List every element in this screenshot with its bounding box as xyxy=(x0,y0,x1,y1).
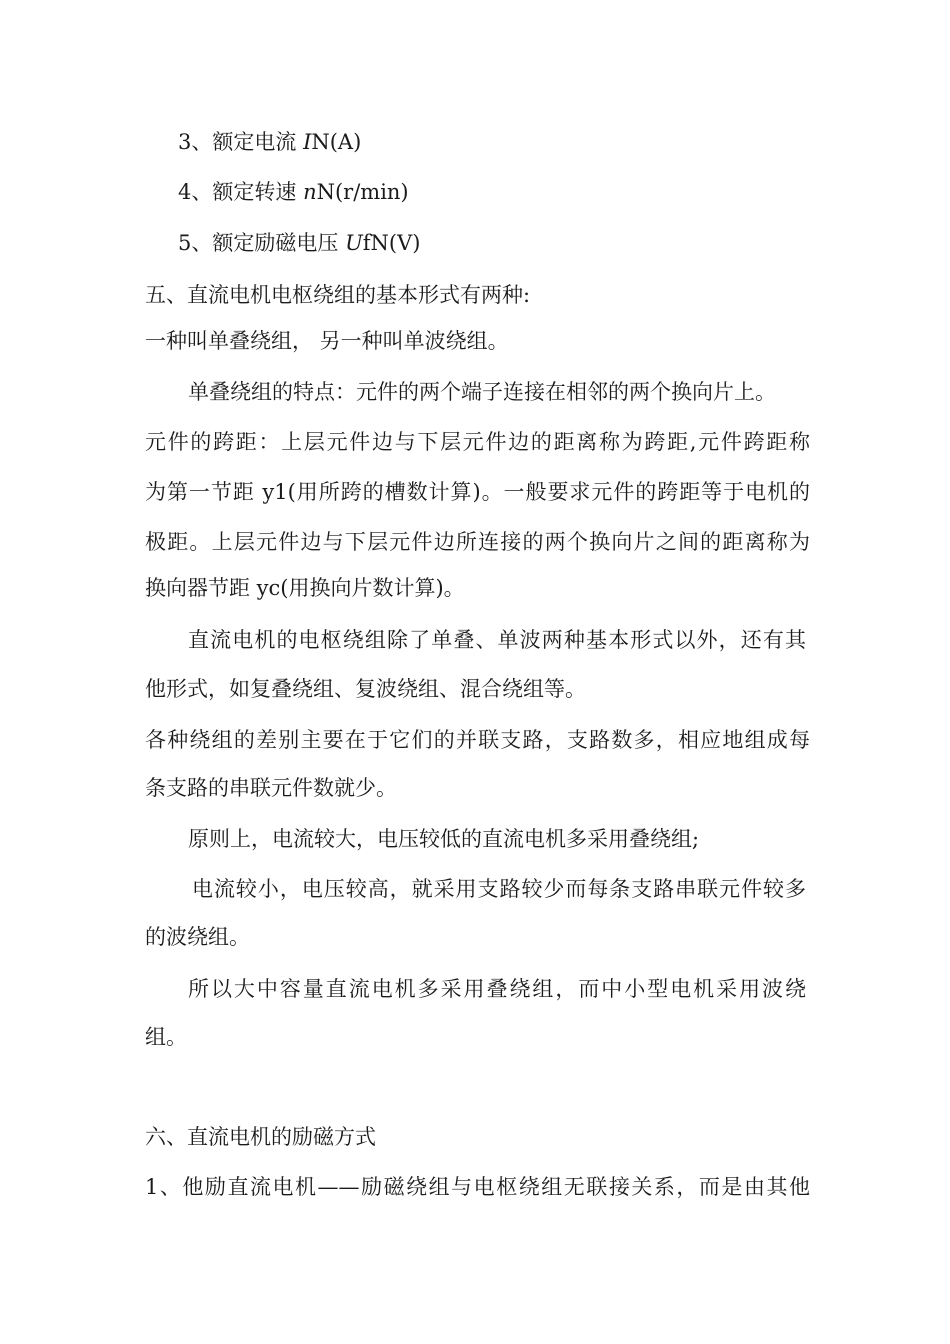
paragraph-line: 各种绕组的差别主要在于它们的并联支路，支路数多，相应地组成每 xyxy=(145,728,810,752)
paragraph-line: 元件的跨距：上层元件边与下层元件边的距离称为跨距,元件跨距称 xyxy=(145,430,810,454)
paragraph-line: 所以大中容量直流电机多采用叠绕组，而中小型电机采用波绕 xyxy=(188,977,806,1001)
section5-heading: 五、直流电机电枢绕组的基本形式有两种: xyxy=(145,283,531,307)
paragraph-line: 组。 xyxy=(145,1025,187,1049)
paragraph-line: 直流电机的电枢绕组除了单叠、单波两种基本形式以外，还有其 xyxy=(188,628,806,652)
paragraph-line: 电流较小，电压较高，就采用支路较少而每条支路串联元件较多 xyxy=(192,877,806,901)
paragraph-line: 原则上，电流较大，电压较低的直流电机多采用叠绕组; xyxy=(188,827,700,851)
rated-item-current: 3、额定电流 IN(A) xyxy=(178,130,362,154)
rated-item-field-voltage: 5、额定励磁电压 UfN(V) xyxy=(178,231,421,255)
section6-heading: 六、直流电机的励磁方式 xyxy=(145,1125,376,1149)
paragraph-line: 单叠绕组的特点：元件的两个端子连接在相邻的两个换向片上。 xyxy=(188,380,776,404)
paragraph-line: 他形式，如复叠绕组、复波绕组、混合绕组等。 xyxy=(145,677,586,701)
rated-item-speed: 4、额定转速 nN(r/min) xyxy=(178,180,409,204)
paragraph-line: 为第一节距 y1(用所跨的槽数计算)。一般要求元件的跨距等于电机的 xyxy=(145,480,810,504)
paragraph-line: 极距。上层元件边与下层元件边所连接的两个换向片之间的距离称为 xyxy=(145,530,810,554)
paragraph-line: 条支路的串联元件数就少。 xyxy=(145,776,397,800)
section5-intro: 一种叫单叠绕组， 另一种叫单波绕组。 xyxy=(145,329,509,353)
paragraph-line: 换向器节距 yc(用换向片数计算)。 xyxy=(145,576,465,600)
paragraph-line: 的波绕组。 xyxy=(145,925,250,949)
section6-item1: 1、他励直流电机——励磁绕组与电枢绕组无联接关系，而是由其他 xyxy=(145,1175,810,1199)
